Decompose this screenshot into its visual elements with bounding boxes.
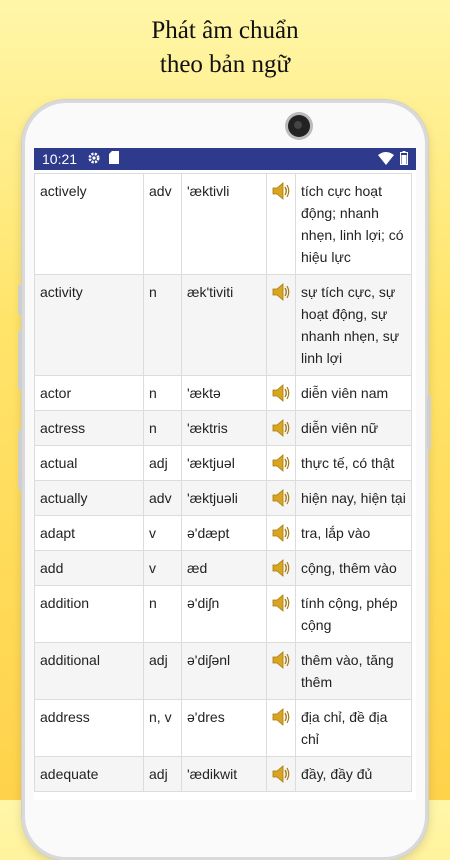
table-row xyxy=(35,757,412,792)
word-cell: actively xyxy=(35,174,144,275)
word-cell: add xyxy=(35,551,144,586)
meaning-cell: diễn viên nam xyxy=(296,376,412,411)
speaker-button[interactable] xyxy=(267,516,296,551)
table-row xyxy=(35,551,412,586)
speaker-icon xyxy=(272,181,290,201)
meaning-cell: tra, lắp vào xyxy=(296,516,412,551)
pronunciation-cell: 'æktjuəli xyxy=(182,481,267,516)
speaker-button[interactable] xyxy=(267,411,296,446)
meaning-cell: hiện nay, hiện tại xyxy=(296,481,412,516)
meaning-cell: thực tế, có thật xyxy=(296,446,412,481)
status-time: 10:21 xyxy=(42,151,78,167)
meaning-cell: tính cộng, phép cộng xyxy=(296,586,412,643)
word-cell: activity xyxy=(35,275,144,376)
part-of-speech-cell: adj xyxy=(144,757,182,792)
table-row xyxy=(35,481,412,516)
pronunciation-cell: æd xyxy=(182,551,267,586)
pronunciation-cell: ə'diʃənl xyxy=(182,643,267,700)
table-row xyxy=(35,586,412,643)
part-of-speech-cell: n xyxy=(144,586,182,643)
word-cell: address xyxy=(35,700,144,757)
front-camera xyxy=(288,115,310,137)
speaker-button[interactable] xyxy=(267,643,296,700)
speaker-button[interactable] xyxy=(267,757,296,792)
table-row xyxy=(35,275,412,376)
speaker-icon xyxy=(272,650,290,670)
speaker-button[interactable] xyxy=(267,376,296,411)
table-row xyxy=(35,643,412,700)
speaker-icon xyxy=(272,707,290,727)
word-cell: addition xyxy=(35,586,144,643)
speaker-button[interactable] xyxy=(267,700,296,757)
headline-line-1: Phát âm chuẩn xyxy=(151,17,299,44)
speaker-icon xyxy=(272,418,290,438)
pronunciation-cell: 'æktə xyxy=(182,376,267,411)
pronunciation-cell: 'æktivli xyxy=(182,174,267,275)
phone-side-button xyxy=(18,285,22,315)
meaning-cell: thêm vào, tăng thêm xyxy=(296,643,412,700)
meaning-cell: đầy, đầy đủ xyxy=(296,757,412,792)
part-of-speech-cell: n xyxy=(144,411,182,446)
part-of-speech-cell: adj xyxy=(144,446,182,481)
sd-card-icon xyxy=(109,151,119,167)
part-of-speech-cell: n xyxy=(144,275,182,376)
table-row xyxy=(35,376,412,411)
word-cell: additional xyxy=(35,643,144,700)
table-row xyxy=(35,516,412,551)
word-cell: adequate xyxy=(35,757,144,792)
table-row xyxy=(35,174,412,275)
speaker-button[interactable] xyxy=(267,586,296,643)
part-of-speech-cell: adj xyxy=(144,643,182,700)
part-of-speech-cell: n, v xyxy=(144,700,182,757)
phone-screen xyxy=(34,148,416,800)
part-of-speech-cell: n xyxy=(144,376,182,411)
speaker-icon xyxy=(272,764,290,784)
pronunciation-cell: ə'diʃn xyxy=(182,586,267,643)
part-of-speech-cell: v xyxy=(144,516,182,551)
speaker-icon xyxy=(272,383,290,403)
word-cell: actual xyxy=(35,446,144,481)
meaning-cell: địa chỉ, đề địa chỉ xyxy=(296,700,412,757)
pronunciation-cell: ə'dæpt xyxy=(182,516,267,551)
battery-icon xyxy=(400,151,408,168)
speaker-icon xyxy=(272,453,290,473)
status-bar xyxy=(34,148,416,170)
speaker-icon xyxy=(272,282,290,302)
vocabulary-table xyxy=(34,173,412,792)
speaker-button[interactable] xyxy=(267,481,296,516)
table-row xyxy=(35,411,412,446)
speaker-icon xyxy=(272,558,290,578)
table-row xyxy=(35,446,412,481)
meaning-cell: cộng, thêm vào xyxy=(296,551,412,586)
word-cell: actress xyxy=(35,411,144,446)
phone-side-button xyxy=(18,330,22,390)
speaker-button[interactable] xyxy=(267,174,296,275)
pronunciation-cell: 'ædikwit xyxy=(182,757,267,792)
wifi-icon xyxy=(378,152,394,168)
pronunciation-cell: 'æktjuəl xyxy=(182,446,267,481)
speaker-icon xyxy=(272,593,290,613)
phone-side-button xyxy=(427,395,431,450)
phone-side-button xyxy=(18,430,22,490)
meaning-cell: sự tích cực, sự hoạt động, sự nhanh nhẹn, sự linh lợi xyxy=(296,275,412,376)
part-of-speech-cell: adv xyxy=(144,174,182,275)
speaker-button[interactable] xyxy=(267,446,296,481)
part-of-speech-cell: v xyxy=(144,551,182,586)
meaning-cell: diễn viên nữ xyxy=(296,411,412,446)
part-of-speech-cell: adv xyxy=(144,481,182,516)
speaker-icon xyxy=(272,523,290,543)
speaker-icon xyxy=(272,488,290,508)
pronunciation-cell: ə'dres xyxy=(182,700,267,757)
word-cell: actor xyxy=(35,376,144,411)
speaker-button[interactable] xyxy=(267,551,296,586)
headline-line-2: theo bản ngữ xyxy=(159,51,291,78)
word-cell: adapt xyxy=(35,516,144,551)
speaker-button[interactable] xyxy=(267,275,296,376)
headline xyxy=(0,14,450,82)
pronunciation-cell: 'æktris xyxy=(182,411,267,446)
meaning-cell: tích cực hoạt động; nhanh nhẹn, linh lợi; có hiệu lực xyxy=(296,174,412,275)
word-cell: actually xyxy=(35,481,144,516)
table-row xyxy=(35,700,412,757)
gear-icon xyxy=(87,151,101,168)
pronunciation-cell: æk'tiviti xyxy=(182,275,267,376)
